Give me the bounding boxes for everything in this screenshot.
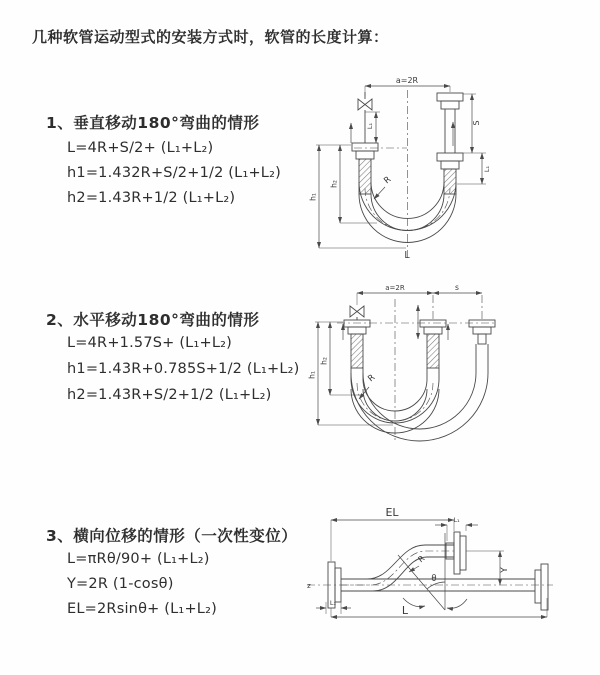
valve-icon: [350, 306, 364, 320]
page-title: 几种软管运动型式的安装方式时，软管的长度计算：: [32, 28, 389, 46]
dim-label-length: L: [404, 250, 410, 261]
dim-label-el: EL: [385, 506, 399, 519]
dim-label-span: a=2R: [395, 76, 419, 85]
dimension-lines: [316, 86, 486, 248]
dim-label-h2: h₂: [319, 357, 329, 365]
formula-h1: h1=1.43R+0.785S+1/2 (L₁+L₂): [67, 361, 300, 377]
diagram-lateral-displacement: [295, 503, 595, 643]
section-3-heading: 3、横向位移的情形（一次性变位）: [46, 527, 298, 545]
dim-label-y: Y: [500, 567, 510, 573]
dim-label-s: S: [472, 120, 481, 126]
dim-label-h1: h₁: [308, 193, 318, 201]
dim-label-l1-top: L₁: [453, 516, 460, 524]
formula-l: L=4R+1.57S+ (L₁+L₂): [67, 335, 232, 351]
dim-label-radius: R: [416, 553, 427, 565]
valve-icon: [358, 92, 372, 143]
dim-label-s: s: [455, 283, 459, 292]
hose-bend: [351, 344, 488, 441]
diagram-horizontal-180-bend: [305, 283, 517, 455]
formula-h1: h1=1.432R+S/2+1/2 (L₁+L₂): [67, 165, 281, 181]
pipe-fittings: [328, 532, 548, 610]
centerlines: [307, 551, 553, 585]
dimension-lines: [316, 520, 547, 617]
section-2-heading: 2、水平移动180°弯曲的情形: [46, 311, 260, 329]
dim-label-l1-left: L₁: [366, 122, 374, 130]
dim-label-l1-bottom: L₁: [329, 599, 337, 607]
formula-h2: h2=1.43R+1/2 (L₁+L₂): [67, 190, 236, 206]
angle-construction: [398, 533, 445, 610]
formula-l: L=πRθ/90+ (L₁+L₂): [67, 551, 210, 567]
formula-l: L=4R+S/2+ (L₁+L₂): [67, 140, 214, 156]
formula-h2: h2=1.43R+S/2+1/2 (L₁+L₂): [67, 387, 272, 403]
dim-label-radius: R: [366, 372, 378, 385]
dim-label-radius: R: [382, 174, 394, 187]
dim-label-h2: h₂: [329, 180, 339, 188]
dim-label-length: L: [401, 604, 409, 617]
pipe-fittings: [344, 320, 495, 344]
formula-y: Y=2R (1-cosθ): [67, 576, 174, 592]
dim-label-span: a=2R: [385, 284, 405, 292]
centerline-break-mark: z: [307, 582, 311, 590]
section-1-heading: 1、垂直移动180°弯曲的情形: [46, 114, 260, 132]
formula-el: EL=2Rsinθ+ (L₁+L₂): [67, 601, 217, 617]
dim-label-l1-right: L₁: [483, 165, 491, 173]
dimension-lines: [315, 293, 482, 425]
dim-label-theta: θ: [431, 574, 437, 584]
diagram-vertical-180-bend: [306, 66, 514, 266]
dim-label-h1: h₁: [307, 371, 317, 379]
